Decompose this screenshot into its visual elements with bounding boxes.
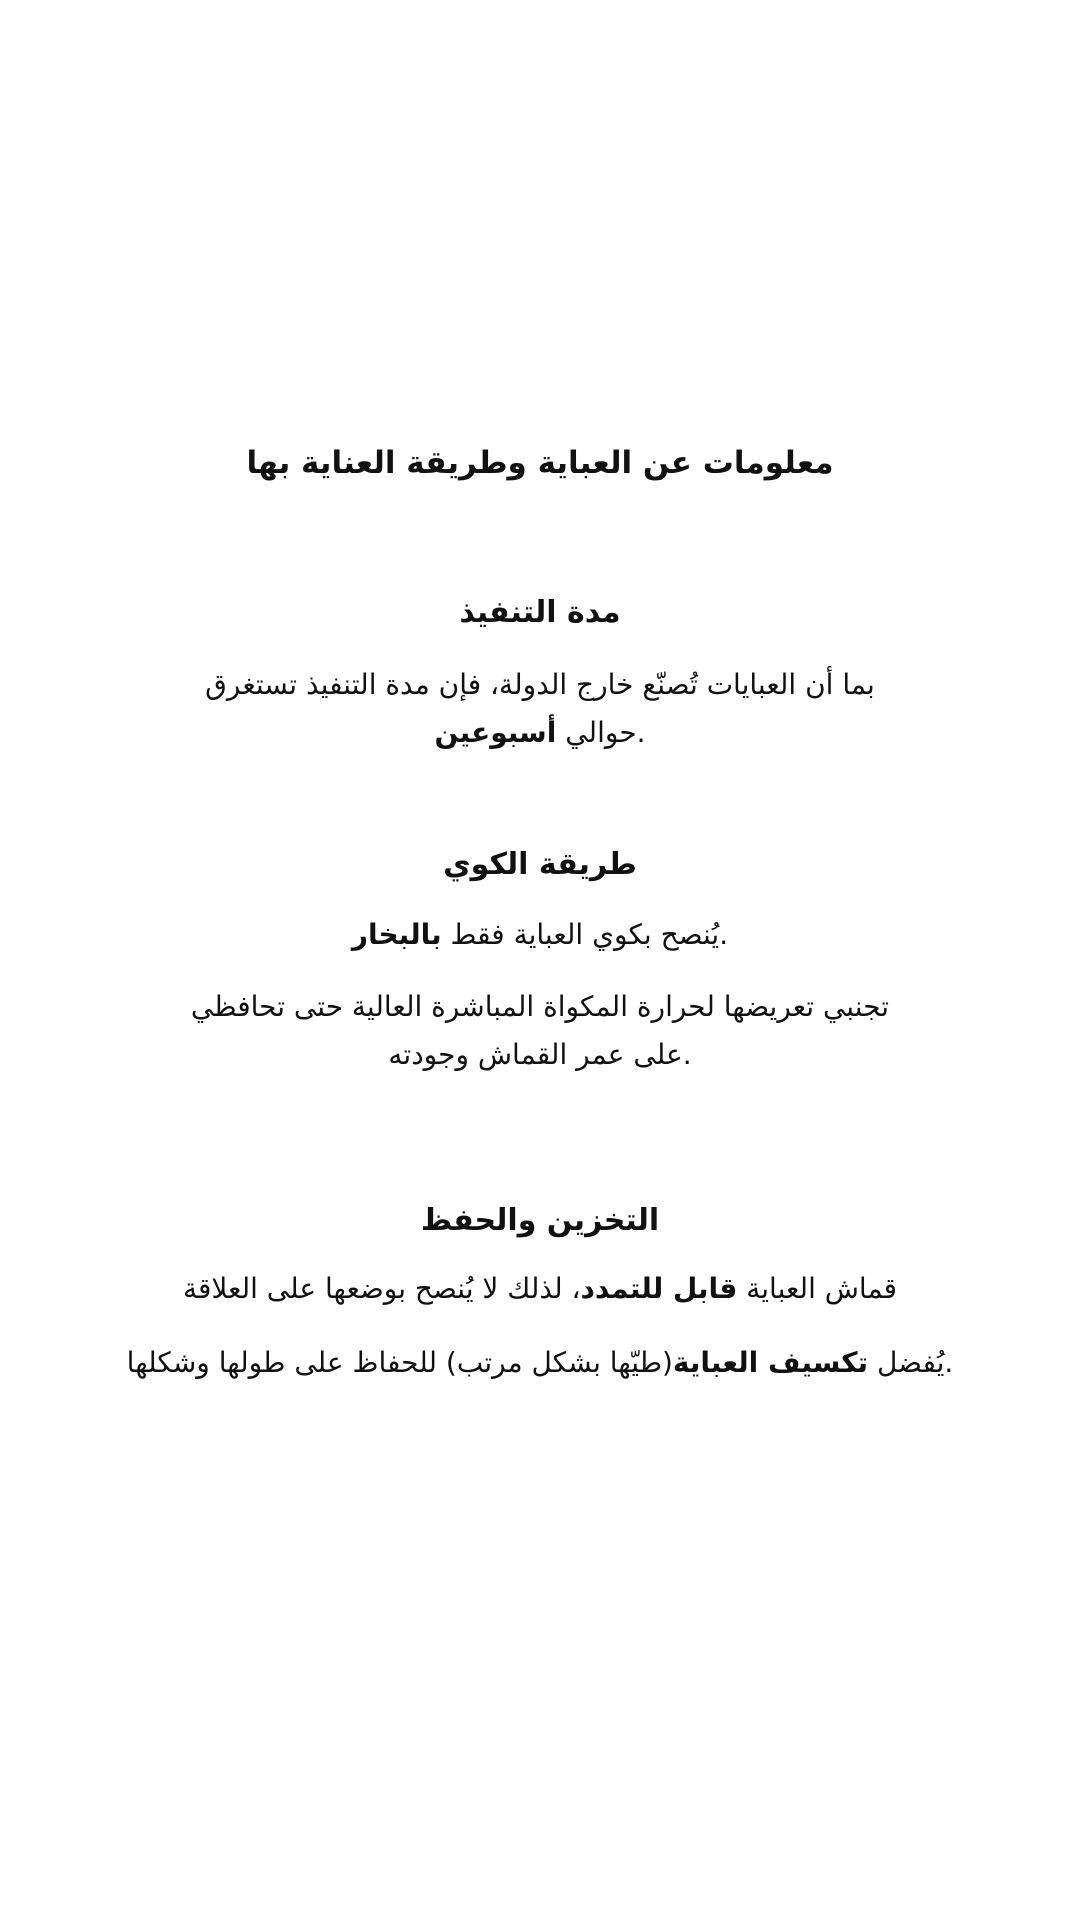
text-segment: حوالي [556, 716, 637, 749]
section-execution-time [0, 593, 1080, 757]
section-storage [0, 1201, 1080, 1387]
ironing-warning-paragraph [60, 983, 1020, 1079]
storage-folding-paragraph [60, 1339, 1020, 1387]
ironing-steam-paragraph [60, 911, 1020, 959]
text-segment-period: . [636, 716, 646, 749]
ironing-method-heading: طريقة الكوي [443, 847, 637, 882]
text-segment-bold-stretchable: قابل للتمدد [580, 1272, 738, 1305]
text-segment: يُفضل [868, 1346, 945, 1379]
text-segment-bold-two-weeks: أسبوعين [434, 716, 557, 749]
text-segment-bold-steam: بالبخار [351, 918, 442, 951]
storage-heading: التخزين والحفظ [420, 1203, 660, 1238]
text-segment-bold-folding: تكسيف العباية [672, 1346, 869, 1379]
text-segment: ، لذلك لا يُنصح بوضعها على العلاقة [182, 1272, 581, 1305]
text-segment: قماش العباية [737, 1272, 898, 1305]
text-segment: (طيّها بشكل مرتب) للحفاظ على طولها وشكلها. [126, 1346, 954, 1379]
section-ironing-method [0, 845, 1080, 1079]
text-segment: تجنبي تعريضها لحرارة المكواة المباشرة العالية حتى تحافظي [190, 990, 890, 1023]
execution-time-heading: مدة التنفيذ [459, 595, 621, 630]
execution-time-paragraph [60, 661, 1020, 757]
text-segment: على عمر القماش وجودته. [388, 1038, 692, 1071]
text-segment: بما أن العبايات تُصنّع خارج الدولة، فإن مدة التنفيذ تستغرق [205, 668, 875, 701]
page-title: معلومات عن العباية وطريقة العناية بها [246, 445, 834, 481]
text-segment: يُنصح بكوي العباية فقط [441, 918, 720, 951]
storage-stretch-paragraph [60, 1265, 1020, 1313]
text-segment-period: . [719, 918, 729, 951]
